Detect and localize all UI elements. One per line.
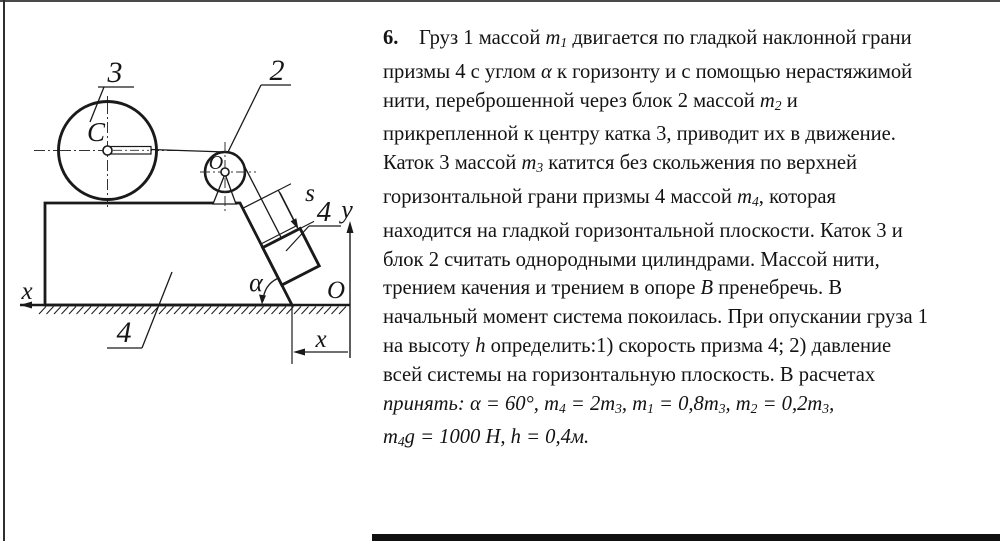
axis-x-bottom-label: x (315, 326, 327, 353)
prism-label: 4 (116, 316, 132, 349)
roller-center-label: C (86, 117, 106, 147)
text-line: находится на гладкой горизонтальной плоскости. Каток 3 и (383, 219, 903, 242)
problem-text (383, 24, 995, 457)
dim-s-extension-top (278, 184, 291, 191)
origin-label: O (326, 277, 346, 304)
pulley-label: 2 (269, 54, 285, 87)
text-line: m4g = 1000 Н, h = 0,4м. (383, 426, 590, 450)
text-line: блок 2 считать однородными цилиндрами. Массой нити, (383, 248, 880, 271)
figure (0, 0, 370, 430)
pulley-label-leader (228, 85, 261, 152)
scan-artifact-bar (372, 534, 1000, 541)
pulley-axis-label: O (208, 152, 224, 174)
axis-y-label: y (341, 195, 353, 224)
angle-label: α (249, 268, 263, 297)
text-line: начальный момент система покоилась. При опускании груза 1 (383, 306, 929, 329)
text-line: нити, переброшенной через блок 2 массой m2 и (383, 89, 798, 113)
text-line: горизонтальной грани призмы 4 массой m4, которая (383, 185, 836, 209)
text-line: призмы 4 с углом α к горизонту и с помощью нерастяжимой (383, 60, 913, 83)
text-line: принять: α = 60°, m4 = 2m3, m1 = 0,8m3, m2 = 0,2m3, (383, 392, 835, 416)
ground-hatching (39, 307, 346, 315)
text-line: 6. Груз 1 массой m1 двигается по гладкой наклонной грани (383, 27, 912, 50)
text-line: Каток 3 массой m3 катится без скольжения по верхней (383, 152, 858, 176)
roller-axle (103, 146, 112, 155)
text-line: всей системы на горизонтальную плоскость. В расчетах (383, 363, 876, 386)
dim-s-line (280, 193, 295, 222)
displacement-label: s (305, 180, 315, 207)
roller-label: 3 (107, 56, 123, 89)
axis-x-left-label: x (21, 278, 33, 305)
text-line: прикрепленной к центру катка 3, приводит их в движение. (383, 123, 896, 146)
dim-x-arrowhead (293, 349, 305, 356)
load-label: 4 (316, 196, 332, 228)
text-line: трением качения и трением в опоре B пренебречь. В (383, 277, 843, 300)
text-line: на высоту h определить:1) скорость призма 4; 2) давление (383, 334, 892, 357)
